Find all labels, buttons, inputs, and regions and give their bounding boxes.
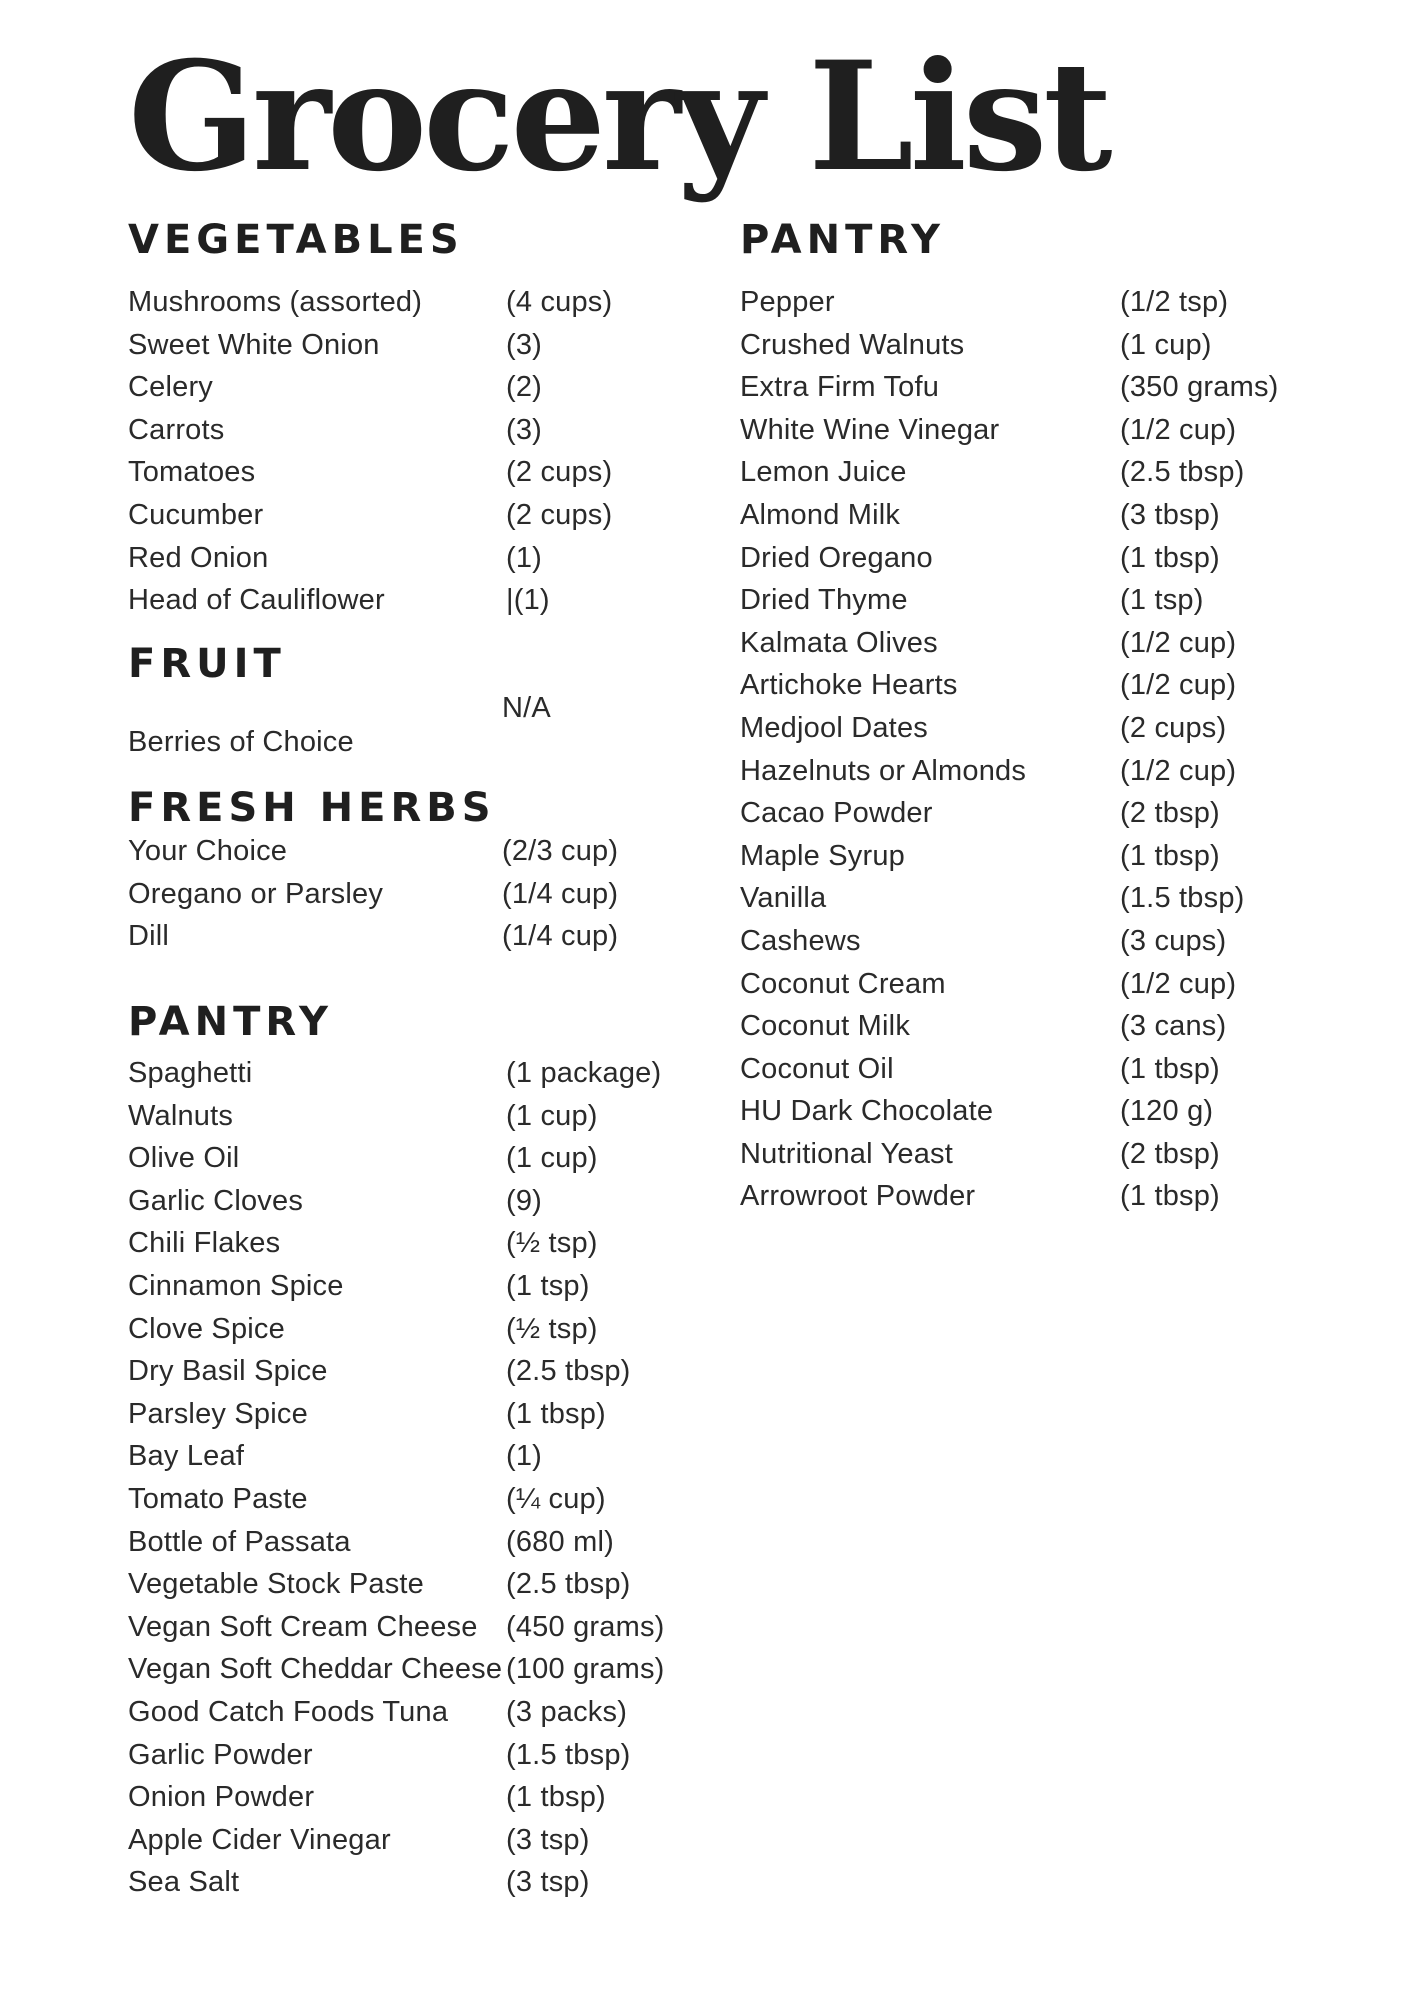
item-name: Coconut Milk <box>740 1010 911 1043</box>
item-name: HU Dark Chocolate <box>740 1095 994 1128</box>
item-quantity: (1 tsp) <box>1120 584 1204 617</box>
item-name: Your Choice <box>128 835 288 867</box>
item-quantity: (2 tbsp) <box>1120 797 1220 830</box>
item-quantity: (2 cups) <box>1120 711 1227 744</box>
pantry-heading: PANTRY <box>128 999 333 1045</box>
item-name: Sea Salt <box>128 1866 240 1899</box>
item-name: Garlic Cloves <box>128 1184 304 1217</box>
item-name: Spaghetti <box>128 1057 253 1089</box>
item-quantity: (1) <box>506 1440 543 1473</box>
item-quantity: (1 cup) <box>506 1142 598 1175</box>
item-name: Arrowroot Powder <box>740 1180 976 1213</box>
item-name: White Wine Vinegar <box>740 413 1000 446</box>
item-name: Coconut Oil <box>740 1052 894 1085</box>
item-quantity: (1.5 tbsp) <box>1120 882 1245 915</box>
item-quantity: (2/3 cup) <box>502 835 619 867</box>
item-name: Hazelnuts or Almonds <box>740 754 1027 787</box>
item-quantity: (2.5 tbsp) <box>1120 456 1245 489</box>
item-quantity: (3 cups) <box>1120 924 1227 957</box>
item-quantity: (1/4 cup) <box>502 877 619 910</box>
item-name: Good Catch Foods Tuna <box>128 1695 449 1728</box>
item-name: Dill <box>128 920 170 953</box>
page-title: Grocery List <box>128 29 1109 205</box>
item-name: Dry Basil Spice <box>128 1355 328 1388</box>
item-name: Vegan Soft Cream Cheese <box>128 1610 478 1643</box>
item-quantity: (9) <box>506 1184 543 1217</box>
item-quantity: (100 grams) <box>506 1653 665 1686</box>
item-name: Cucumber <box>128 498 264 531</box>
list-item <box>128 687 688 767</box>
item-quantity: (1 tbsp) <box>506 1397 606 1430</box>
fresh-herbs-heading: FRESH HERBS <box>128 785 496 831</box>
item-name: Kalmata Olives <box>740 626 938 659</box>
item-quantity: (1/2 cup) <box>1120 413 1237 446</box>
item-name: Medjool Dates <box>740 711 928 744</box>
item-quantity: N/A <box>502 692 551 724</box>
item-quantity: (3 cans) <box>1120 1010 1227 1043</box>
item-name: Cashews <box>740 924 861 957</box>
item-quantity: (1/2 cup) <box>1120 626 1237 659</box>
item-quantity: (450 grams) <box>506 1610 665 1643</box>
item-name: Pepper <box>740 286 835 318</box>
vegetables-heading: VEGETABLES <box>128 217 464 263</box>
item-name: Nutritional Yeast <box>740 1137 953 1170</box>
item-name: Tomato Paste <box>128 1482 308 1515</box>
item-name: Bottle of Passata <box>128 1525 351 1558</box>
item-name: Garlic Powder <box>128 1738 313 1771</box>
item-quantity: (1) <box>506 541 543 574</box>
item-name: Coconut Cream <box>740 967 946 1000</box>
item-name: Lemon Juice <box>740 456 907 489</box>
item-name: Sweet White Onion <box>128 328 380 361</box>
item-quantity: (2.5 tbsp) <box>506 1355 631 1388</box>
item-name: Artichoke Hearts <box>740 669 958 702</box>
item-quantity: (3 packs) <box>506 1695 628 1728</box>
item-name: Apple Cider Vinegar <box>128 1823 391 1856</box>
item-name: Onion Powder <box>128 1781 315 1814</box>
item-name: Dried Thyme <box>740 584 908 617</box>
item-quantity: (350 grams) <box>1120 371 1279 404</box>
item-name: Celery <box>128 371 213 404</box>
item-quantity: (2) <box>506 371 543 404</box>
pantry-heading: PANTRY <box>740 217 945 263</box>
item-name: Clove Spice <box>128 1312 285 1345</box>
item-quantity: (1/4 cup) <box>502 920 619 953</box>
item-name: Extra Firm Tofu <box>740 371 940 404</box>
item-quantity: (1 tbsp) <box>506 1781 606 1814</box>
item-name: Almond Milk <box>740 498 901 531</box>
item-quantity: (3) <box>506 328 543 361</box>
item-name: Bay Leaf <box>128 1440 245 1473</box>
item-name: Cacao Powder <box>740 797 933 830</box>
item-quantity: (680 ml) <box>506 1525 614 1558</box>
item-quantity: |(1) <box>506 584 550 617</box>
item-quantity: (2.5 tbsp) <box>506 1568 631 1601</box>
item-quantity: (3 tsp) <box>506 1823 590 1856</box>
item-quantity: (120 g) <box>1120 1095 1214 1128</box>
item-name: Vanilla <box>740 882 827 915</box>
item-name: Tomatoes <box>128 456 256 489</box>
item-name: Maple Syrup <box>740 839 905 872</box>
item-name: Berries of Choice <box>128 726 354 758</box>
item-name: Carrots <box>128 413 225 446</box>
item-quantity: (1 cup) <box>1120 328 1212 361</box>
item-name: Olive Oil <box>128 1142 240 1175</box>
item-name: Vegan Soft Cheddar Cheese <box>128 1653 503 1686</box>
item-quantity: (2 tbsp) <box>1120 1137 1220 1170</box>
item-quantity: (1 tbsp) <box>1120 839 1220 872</box>
item-name: Head of Cauliflower <box>128 584 385 617</box>
item-quantity: (3 tbsp) <box>1120 498 1220 531</box>
item-name: Parsley Spice <box>128 1397 308 1430</box>
item-quantity: (1/2 cup) <box>1120 754 1237 787</box>
item-quantity: (1.5 tbsp) <box>506 1738 631 1771</box>
item-quantity: (1 tbsp) <box>1120 541 1220 574</box>
item-quantity: (½ tsp) <box>506 1312 598 1345</box>
item-name: Oregano or Parsley <box>128 877 384 910</box>
item-quantity: (¼ cup) <box>506 1482 606 1515</box>
item-name: Dried Oregano <box>740 541 933 574</box>
item-name: Walnuts <box>128 1099 234 1132</box>
item-name: Crushed Walnuts <box>740 328 965 361</box>
item-quantity: (3) <box>506 413 543 446</box>
item-quantity: (½ tsp) <box>506 1227 598 1260</box>
item-quantity: (1/2 cup) <box>1120 669 1237 702</box>
item-quantity: (1 tsp) <box>506 1269 590 1302</box>
item-quantity: (1/2 tsp) <box>1120 286 1229 318</box>
item-quantity: (1 package) <box>506 1057 662 1089</box>
item-quantity: (2 cups) <box>506 456 613 489</box>
item-name: Red Onion <box>128 541 269 574</box>
item-quantity: (1 tbsp) <box>1120 1052 1220 1085</box>
item-quantity: (1/2 cup) <box>1120 967 1237 1000</box>
item-name: Chili Flakes <box>128 1227 281 1260</box>
item-quantity: (2 cups) <box>506 498 613 531</box>
item-quantity: (3 tsp) <box>506 1866 590 1899</box>
item-name: Mushrooms (assorted) <box>128 286 423 318</box>
item-quantity: (1 cup) <box>506 1099 598 1132</box>
item-name: Vegetable Stock Paste <box>128 1568 425 1601</box>
item-quantity: (4 cups) <box>506 286 613 318</box>
fruit-heading: FRUIT <box>128 641 286 687</box>
item-quantity: (1 tbsp) <box>1120 1180 1220 1213</box>
item-name: Cinnamon Spice <box>128 1269 344 1302</box>
